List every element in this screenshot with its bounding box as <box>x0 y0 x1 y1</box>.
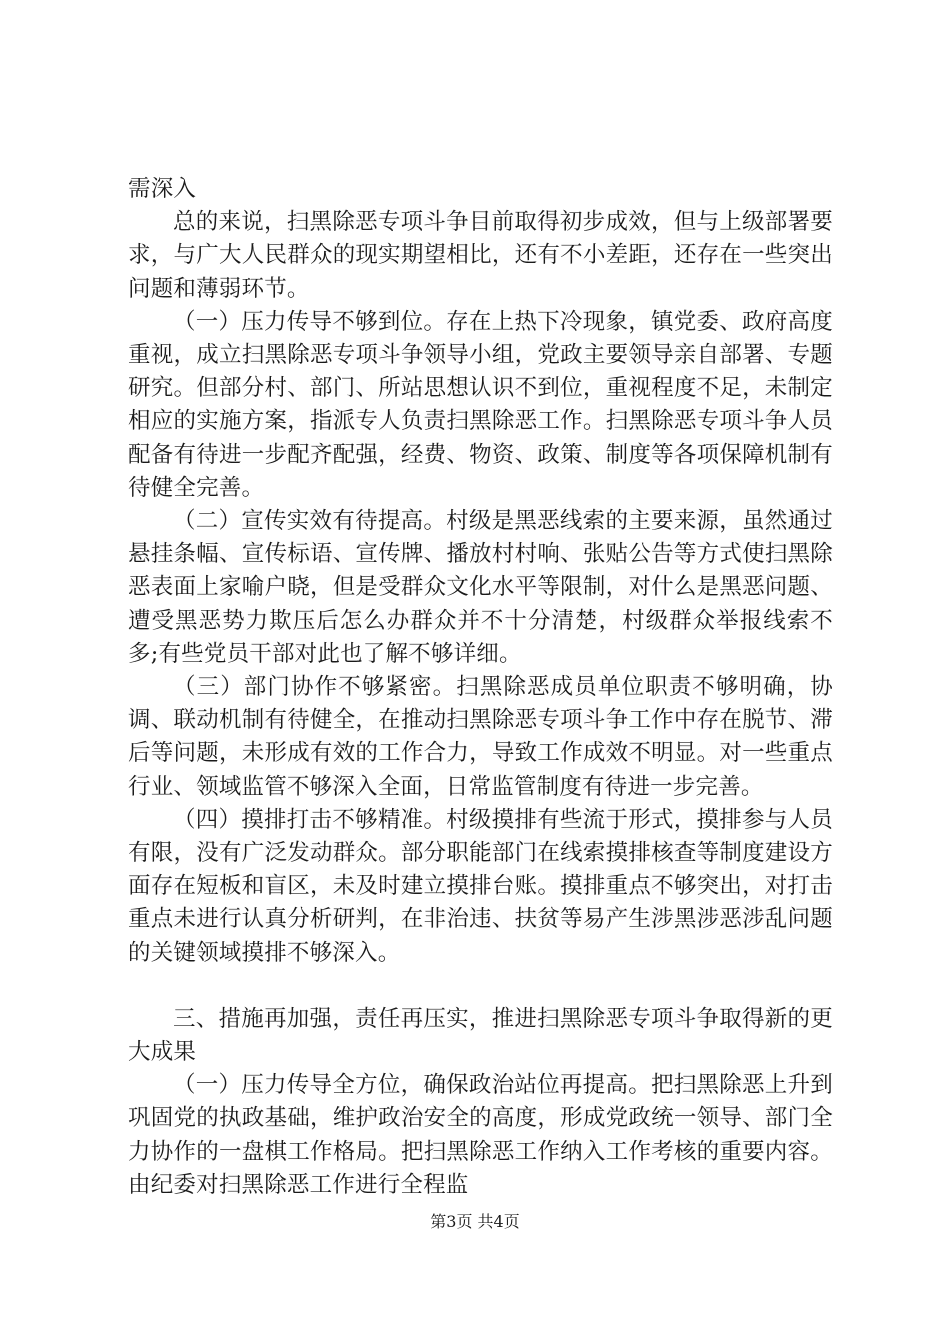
paragraph-issue-1: （一）压力传导不够到位。存在上热下冷现象，镇党委、政府高度重视，成立扫黑除恶专项斗争领导小组，党政主要领导亲自部署、专题研究。但部分村、部门、所站思想认识不到位，重视程度不足，未制定相应的实施方案，指派专人负责扫黑除恶工作。扫黑除恶专项斗争人员配备有待进一步配齐配强，经费、物资、政策、制度等各项保障机制有待健全完善。 <box>128 308 833 501</box>
section-heading-3: 三、措施再加强，责任再压实，推进扫黑除恶专项斗争取得新的更大成果 <box>128 1005 833 1066</box>
document-body <box>128 173 833 1202</box>
paragraph-summary: 总的来说，扫黑除恶专项斗争目前取得初步成效，但与上级部署要求，与广大人民群众的现实期望相比，还有不小差距，还存在一些突出问题和薄弱环节。 <box>128 209 833 302</box>
paragraph-issue-2: （二）宣传实效有待提高。村级是黑恶线索的主要来源，虽然通过悬挂条幅、宣传标语、宣传牌、播放村村响、张贴公告等方式使扫黑除恶表面上家喻户晓，但是受群众文化水平等限制，对什么是黑恶问题、遭受黑恶势力欺压后怎么办群众并不十分清楚，村级群众举报线索不多;有些党员干部对此也了解不够详细。 <box>128 508 833 667</box>
paragraph-continuation: 需深入 <box>128 176 197 202</box>
paragraph-issue-4: （四）摸排打击不够精准。村级摸排有些流于形式，摸排参与人员有限，没有广泛发动群众。部分职能部门在线索摸排核查等制度建设方面存在短板和盲区，未及时建立摸排台账。摸排重点不够突出，对打击重点未进行认真分析研判，在非治违、扶贫等易产生涉黑涉恶涉乱问题的关键领域摸排不够深入。 <box>128 806 833 966</box>
paragraph-issue-3: （三）部门协作不够紧密。扫黑除恶成员单位职责不够明确，协调、联动机制有待健全，在推动扫黑除恶专项斗争工作中存在脱节、滞后等问题，未形成有效的工作合力，导致工作成效不明显。对一些重点行业、领域监管不够深入全面，日常监管制度有待进一步完善。 <box>128 674 833 800</box>
page-footer: 第3页 共4页 <box>430 1212 520 1231</box>
paragraph-measure-1: （一）压力传导全方位，确保政治站位再提高。把扫黑除恶上升到巩固党的执政基础，维护政治安全的高度，形成党政统一领导、部门全力协作的一盘棋工作格局。把扫黑除恶工作纳入工作考核的重要内容。由纪委对扫黑除恶工作进行全程监 <box>128 1072 833 1198</box>
